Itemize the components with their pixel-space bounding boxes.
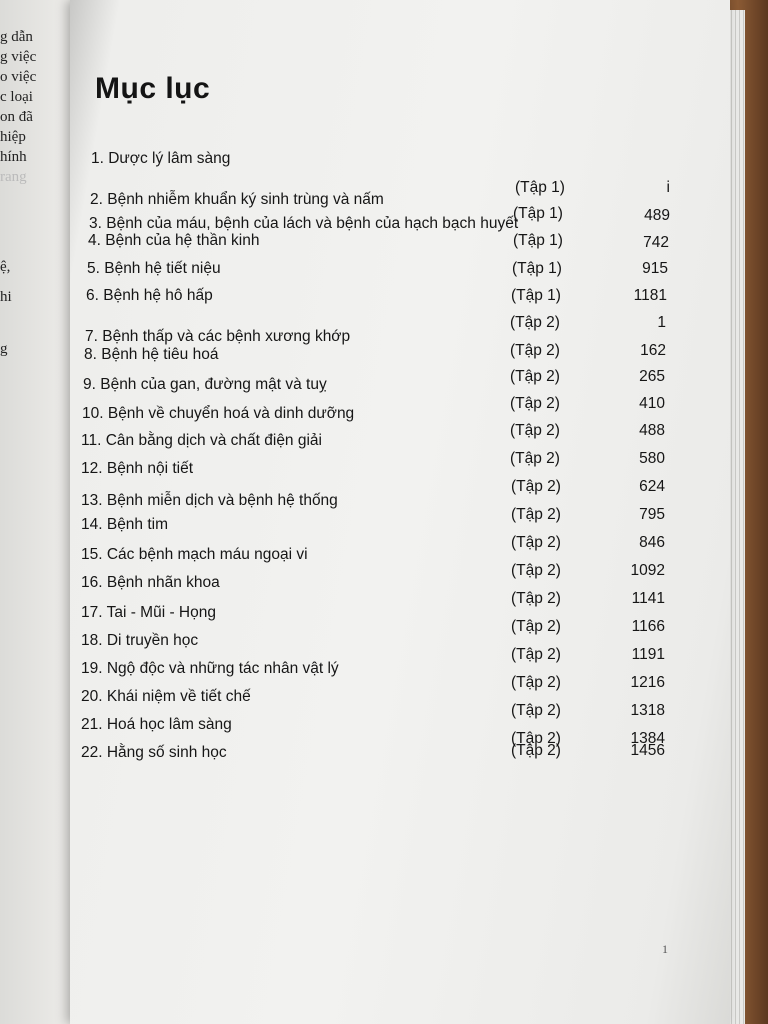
toc-entry-label: 9. Bệnh của gan, đường mật và tuỵ (83, 376, 327, 393)
toc-entry-label: 6. Bệnh hệ hô hấp (86, 287, 213, 304)
toc-entry-volume: (Tập 2) (511, 674, 561, 691)
toc-entry-volume: (Tập 2) (510, 395, 560, 412)
toc-entry-label: 1. Dược lý lâm sàng (91, 150, 231, 167)
toc-entry-label: 4. Bệnh của hệ thần kinh (88, 232, 260, 249)
toc-entry-label: 8. Bệnh hệ tiêu hoá (84, 346, 219, 363)
toc-entry-page: 624 (639, 478, 665, 495)
toc-entry-page: 1216 (630, 674, 665, 691)
toc-entry-page: 915 (642, 260, 668, 277)
toc-entry-volume: (Tập 2) (510, 450, 560, 467)
toc-entry-volume: (Tập 2) (510, 422, 560, 439)
toc-entry-page: 1166 (631, 618, 665, 635)
toc-entry-page: i (666, 179, 670, 196)
toc-entry-label: 13. Bệnh miễn dịch và bệnh hệ thống (81, 492, 338, 509)
page-title: Mục lục (95, 72, 211, 105)
toc-entry-label: 14. Bệnh tim (81, 516, 169, 533)
toc-list (70, 0, 730, 1024)
toc-page (70, 0, 730, 1024)
toc-entry-label: 20. Khái niệm về tiết chế (81, 688, 251, 705)
toc-entry-page: 1456 (630, 742, 665, 759)
left-page-text: hính (0, 149, 27, 165)
toc-entry-volume: (Tập 2) (511, 730, 561, 747)
toc-entry-volume: (Tập 2) (511, 646, 561, 663)
left-page-text: g (0, 341, 8, 357)
toc-entry-volume: (Tập 1) (512, 260, 562, 277)
toc-entry-page: 795 (639, 506, 665, 523)
toc-entry-label: 19. Ngộ độc và những tác nhân vật lý (81, 660, 339, 677)
toc-entry-volume: (Tập 2) (511, 534, 561, 551)
toc-entry-volume: (Tập 2) (510, 368, 560, 385)
toc-entry-volume: (Tập 2) (511, 506, 561, 523)
toc-entry-volume: (Tập 1) (515, 179, 565, 196)
toc-entry-label: 18. Di truyền học (81, 632, 199, 649)
left-page-text: on đã (0, 109, 33, 125)
left-page-text: o việc (0, 69, 37, 85)
toc-entry-volume: (Tập 2) (511, 702, 561, 719)
toc-entry-label: 5. Bệnh hệ tiết niệu (87, 260, 221, 277)
toc-entry-label: 12. Bệnh nội tiết (81, 460, 194, 477)
toc-entry-page: 1092 (630, 562, 665, 579)
left-page-text: hi (0, 289, 12, 305)
toc-entry-page: 1141 (631, 590, 665, 607)
toc-entry-label: 21. Hoá học lâm sàng (81, 716, 232, 733)
toc-entry-label: 7. Bệnh thấp và các bệnh xương khớp (85, 328, 351, 345)
toc-entry-page: 1 (657, 314, 666, 331)
show-through: ⠀ (415, 171, 439, 207)
toc-entry-volume: (Tập 2) (510, 342, 560, 359)
left-page-text: c loại (0, 89, 33, 105)
toc-entry-volume: (Tập 1) (513, 232, 563, 249)
page-number: 1 (662, 942, 668, 956)
toc-entry-page: 742 (643, 234, 669, 251)
toc-entry-volume: (Tập 2) (511, 562, 561, 579)
toc-entry-volume: (Tập 2) (511, 478, 561, 495)
toc-entry-label: 10. Bệnh về chuyển hoá và dinh dưỡng (82, 405, 355, 422)
toc-entry-label: 15. Các bệnh mạch máu ngoại vi (81, 546, 308, 563)
toc-entry-page: 489 (644, 207, 670, 224)
toc-entry-page: 1181 (633, 287, 667, 304)
toc-entry-label: 3. Bệnh của máu, bệnh của lách và bệnh của hạch bạch huyết (89, 215, 519, 232)
toc-entry-label: 11. Cân bằng dịch và chất điện giải (81, 432, 322, 449)
toc-entry-volume: (Tập 1) (511, 287, 561, 304)
left-page-text: ệ, (0, 259, 11, 275)
left-page-text: hiệp (0, 129, 26, 145)
toc-entry-page: 488 (639, 422, 665, 439)
left-page-text: g dẫn (0, 29, 33, 45)
toc-entry-volume: (Tập 2) (511, 590, 561, 607)
toc-entry-volume: (Tập 2) (510, 314, 560, 331)
toc-entry-label: 2. Bệnh nhiễm khuẩn ký sinh trùng và nấm (90, 191, 384, 208)
toc-entry-page: 1191 (631, 646, 665, 663)
toc-entry-label: 17. Tai - Mũi - Họng (81, 604, 216, 621)
toc-entry-page: 410 (639, 395, 665, 412)
toc-entry-page: 1318 (630, 702, 665, 719)
toc-entry-page: 1384 (630, 730, 665, 747)
toc-entry-page: 265 (639, 368, 665, 385)
toc-entry-page: 846 (639, 534, 665, 551)
toc-entry-volume: (Tập 2) (511, 618, 561, 635)
left-page-text: rang (0, 169, 27, 185)
toc-entry-volume: (Tập 1) (513, 205, 563, 222)
toc-entry-volume: (Tập 2) (511, 742, 561, 759)
toc-entry-page: 162 (640, 342, 666, 359)
toc-entry-page: 580 (639, 450, 665, 467)
toc-entry-label: 16. Bệnh nhãn khoa (81, 574, 220, 591)
toc-entry-label: 22. Hằng số sinh học (81, 744, 227, 761)
left-page-text: g việc (0, 49, 37, 65)
